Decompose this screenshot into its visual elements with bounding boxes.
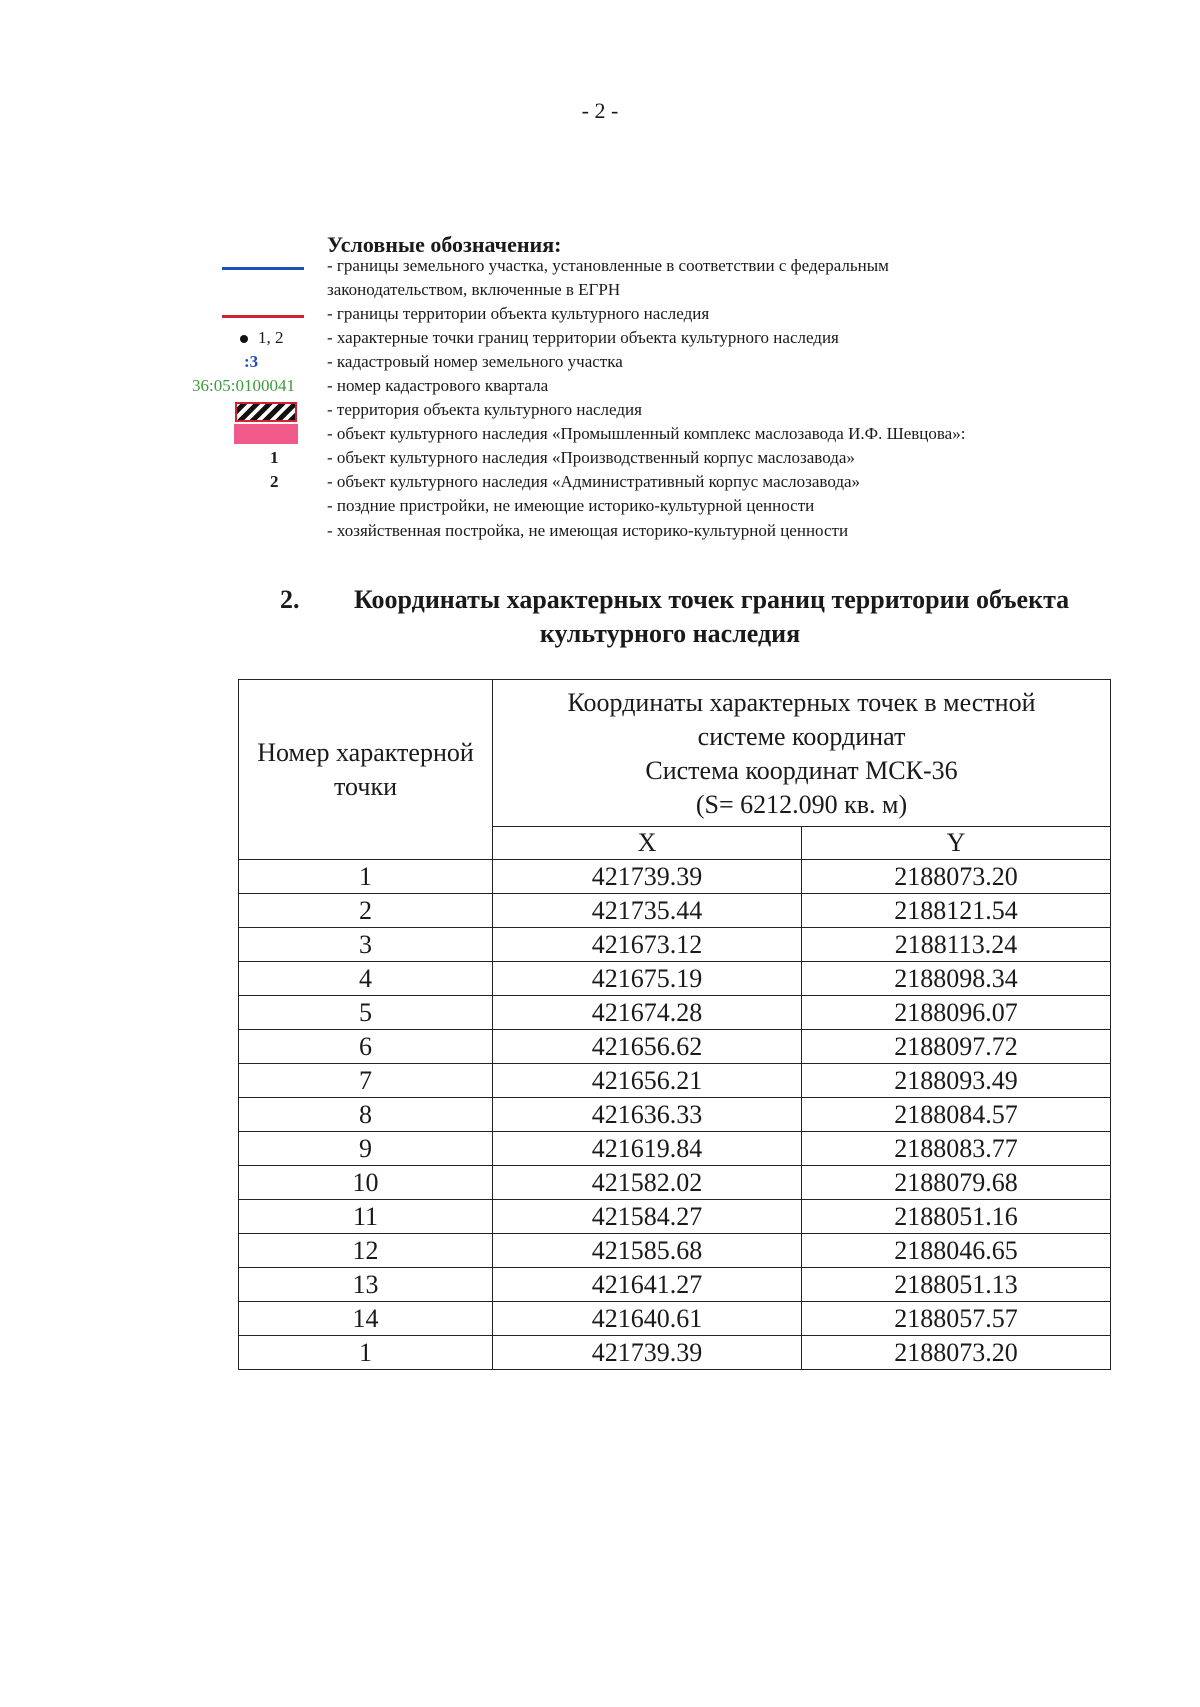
x-cell: 421640.61 — [493, 1302, 802, 1336]
y-cell: 2188073.20 — [802, 860, 1111, 894]
header-coordinates — [493, 680, 1111, 827]
x-cell: 421739.39 — [493, 1336, 802, 1370]
legend-item-parcel-number: - кадастровый номер земельного участка — [327, 352, 623, 371]
coordinates-rows — [239, 860, 1111, 1370]
y-cell: 2188098.34 — [802, 962, 1111, 996]
y-cell: 2188093.49 — [802, 1064, 1111, 1098]
y-cell: 2188084.57 — [802, 1098, 1111, 1132]
point-number-cell: 11 — [239, 1200, 493, 1234]
building-2-symbol: 2 — [270, 472, 279, 491]
y-cell: 2188057.57 — [802, 1302, 1111, 1336]
legend-item-utility-building: - хозяйственная постройка, не имеющая историко-культурной ценности — [327, 521, 849, 540]
blue-boundary-line-icon — [222, 267, 304, 270]
legend-item-production-building: - объект культурного наследия «Производственный корпус маслозавода» — [327, 448, 855, 467]
x-cell: 421656.62 — [493, 1030, 802, 1064]
table-row — [239, 962, 1111, 996]
x-cell: 421636.33 — [493, 1098, 802, 1132]
page-number: - 2 - — [581, 98, 619, 123]
table-row — [239, 1268, 1111, 1302]
table-row — [239, 1234, 1111, 1268]
table-row — [239, 1064, 1111, 1098]
table-row — [239, 1030, 1111, 1064]
point-dot-icon — [240, 335, 248, 343]
legend-item-quarter-number: - номер кадастрового квартала — [327, 376, 549, 395]
legend-item-heritage-territory: - территория объекта культурного наследия — [327, 400, 642, 419]
point-number-cell: 1 — [239, 860, 493, 894]
section-title-line1: Координаты характерных точек границ территории объекта — [354, 585, 1070, 614]
header-y: Y — [802, 827, 1111, 860]
x-cell: 421584.27 — [493, 1200, 802, 1234]
table-row — [239, 860, 1111, 894]
table-row — [239, 1166, 1111, 1200]
y-cell: 2188113.24 — [802, 928, 1111, 962]
point-number-cell: 2 — [239, 894, 493, 928]
x-cell: 421641.27 — [493, 1268, 802, 1302]
y-cell: 2188121.54 — [802, 894, 1111, 928]
y-cell: 2188051.16 — [802, 1200, 1111, 1234]
point-number-cell: 4 — [239, 962, 493, 996]
y-cell: 2188083.77 — [802, 1132, 1111, 1166]
table-row — [239, 928, 1111, 962]
point-number-cell: 9 — [239, 1132, 493, 1166]
pink-heritage-complex-icon — [234, 424, 298, 444]
y-cell: 2188051.13 — [802, 1268, 1111, 1302]
header-coordinates-line4: (S= 6212.090 кв. м) — [695, 790, 908, 819]
legend-title: Условные обозначения: — [327, 232, 562, 257]
legend-item-admin-building: - объект культурного наследия «Административный корпус маслозавода» — [327, 472, 861, 491]
table-row — [239, 1336, 1111, 1370]
point-number-cell: 7 — [239, 1064, 493, 1098]
point-number-cell: 14 — [239, 1302, 493, 1336]
parcel-number-symbol: :3 — [244, 352, 259, 371]
table-row — [239, 1098, 1111, 1132]
point-number-cell: 12 — [239, 1234, 493, 1268]
quarter-number-symbol: 36:05:0100041 — [192, 376, 295, 395]
section-number: 2. — [280, 585, 300, 614]
header-coordinates-line2: системе координат — [697, 722, 906, 751]
header-point-number: Номер характерной точки — [239, 680, 493, 860]
table-row — [239, 894, 1111, 928]
legend-item-parcel-boundary: - границы земельного участка, установленные в соответствии с федеральным — [327, 256, 889, 275]
legend-item-late-extensions: - поздние пристройки, не имеющие историко-культурной ценности — [327, 496, 815, 515]
header-coordinates-line3: Система координат МСК-36 — [645, 756, 958, 785]
x-cell: 421739.39 — [493, 860, 802, 894]
x-cell: 421585.68 — [493, 1234, 802, 1268]
x-cell: 421735.44 — [493, 894, 802, 928]
legend-item-heritage-boundary: - границы территории объекта культурного наследия — [327, 304, 710, 323]
table-row — [239, 996, 1111, 1030]
legend-item-heritage-complex: - объект культурного наследия «Промышленный комплекс маслозавода И.Ф. Шевцова»: — [327, 424, 966, 443]
point-number-cell: 10 — [239, 1166, 493, 1200]
x-cell: 421673.12 — [493, 928, 802, 962]
y-cell: 2188073.20 — [802, 1336, 1111, 1370]
x-cell: 421674.28 — [493, 996, 802, 1030]
point-number-cell: 8 — [239, 1098, 493, 1132]
legend-item-parcel-boundary-cont: законодательством, включенные в ЕГРН — [327, 280, 621, 299]
x-cell: 421656.21 — [493, 1064, 802, 1098]
characteristic-point-symbol — [240, 328, 284, 348]
section-title-line2: культурного наследия — [539, 619, 801, 648]
legend-item-characteristic-points: - характерные точки границ территории объекта культурного наследия — [327, 328, 839, 347]
point-number-cell: 1 — [239, 1336, 493, 1370]
table-row — [239, 1200, 1111, 1234]
y-cell: 2188046.65 — [802, 1234, 1111, 1268]
x-cell: 421675.19 — [493, 962, 802, 996]
x-cell: 421619.84 — [493, 1132, 802, 1166]
point-number-cell: 6 — [239, 1030, 493, 1064]
y-cell: 2188079.68 — [802, 1166, 1111, 1200]
y-cell: 2188097.72 — [802, 1030, 1111, 1064]
table-row — [239, 1302, 1111, 1336]
point-number-cell: 5 — [239, 996, 493, 1030]
header-x: X — [493, 827, 802, 860]
point-numbers: 1, 2 — [258, 328, 284, 347]
hatched-territory-icon — [235, 402, 297, 422]
coordinates-table — [238, 679, 1111, 1370]
point-number-cell: 13 — [239, 1268, 493, 1302]
header-coordinates-line1: Координаты характерных точек в местной — [567, 688, 1036, 717]
point-number-cell: 3 — [239, 928, 493, 962]
red-boundary-line-icon — [222, 315, 304, 318]
table-row — [239, 1132, 1111, 1166]
x-cell: 421582.02 — [493, 1166, 802, 1200]
building-1-symbol: 1 — [270, 448, 279, 467]
y-cell: 2188096.07 — [802, 996, 1111, 1030]
